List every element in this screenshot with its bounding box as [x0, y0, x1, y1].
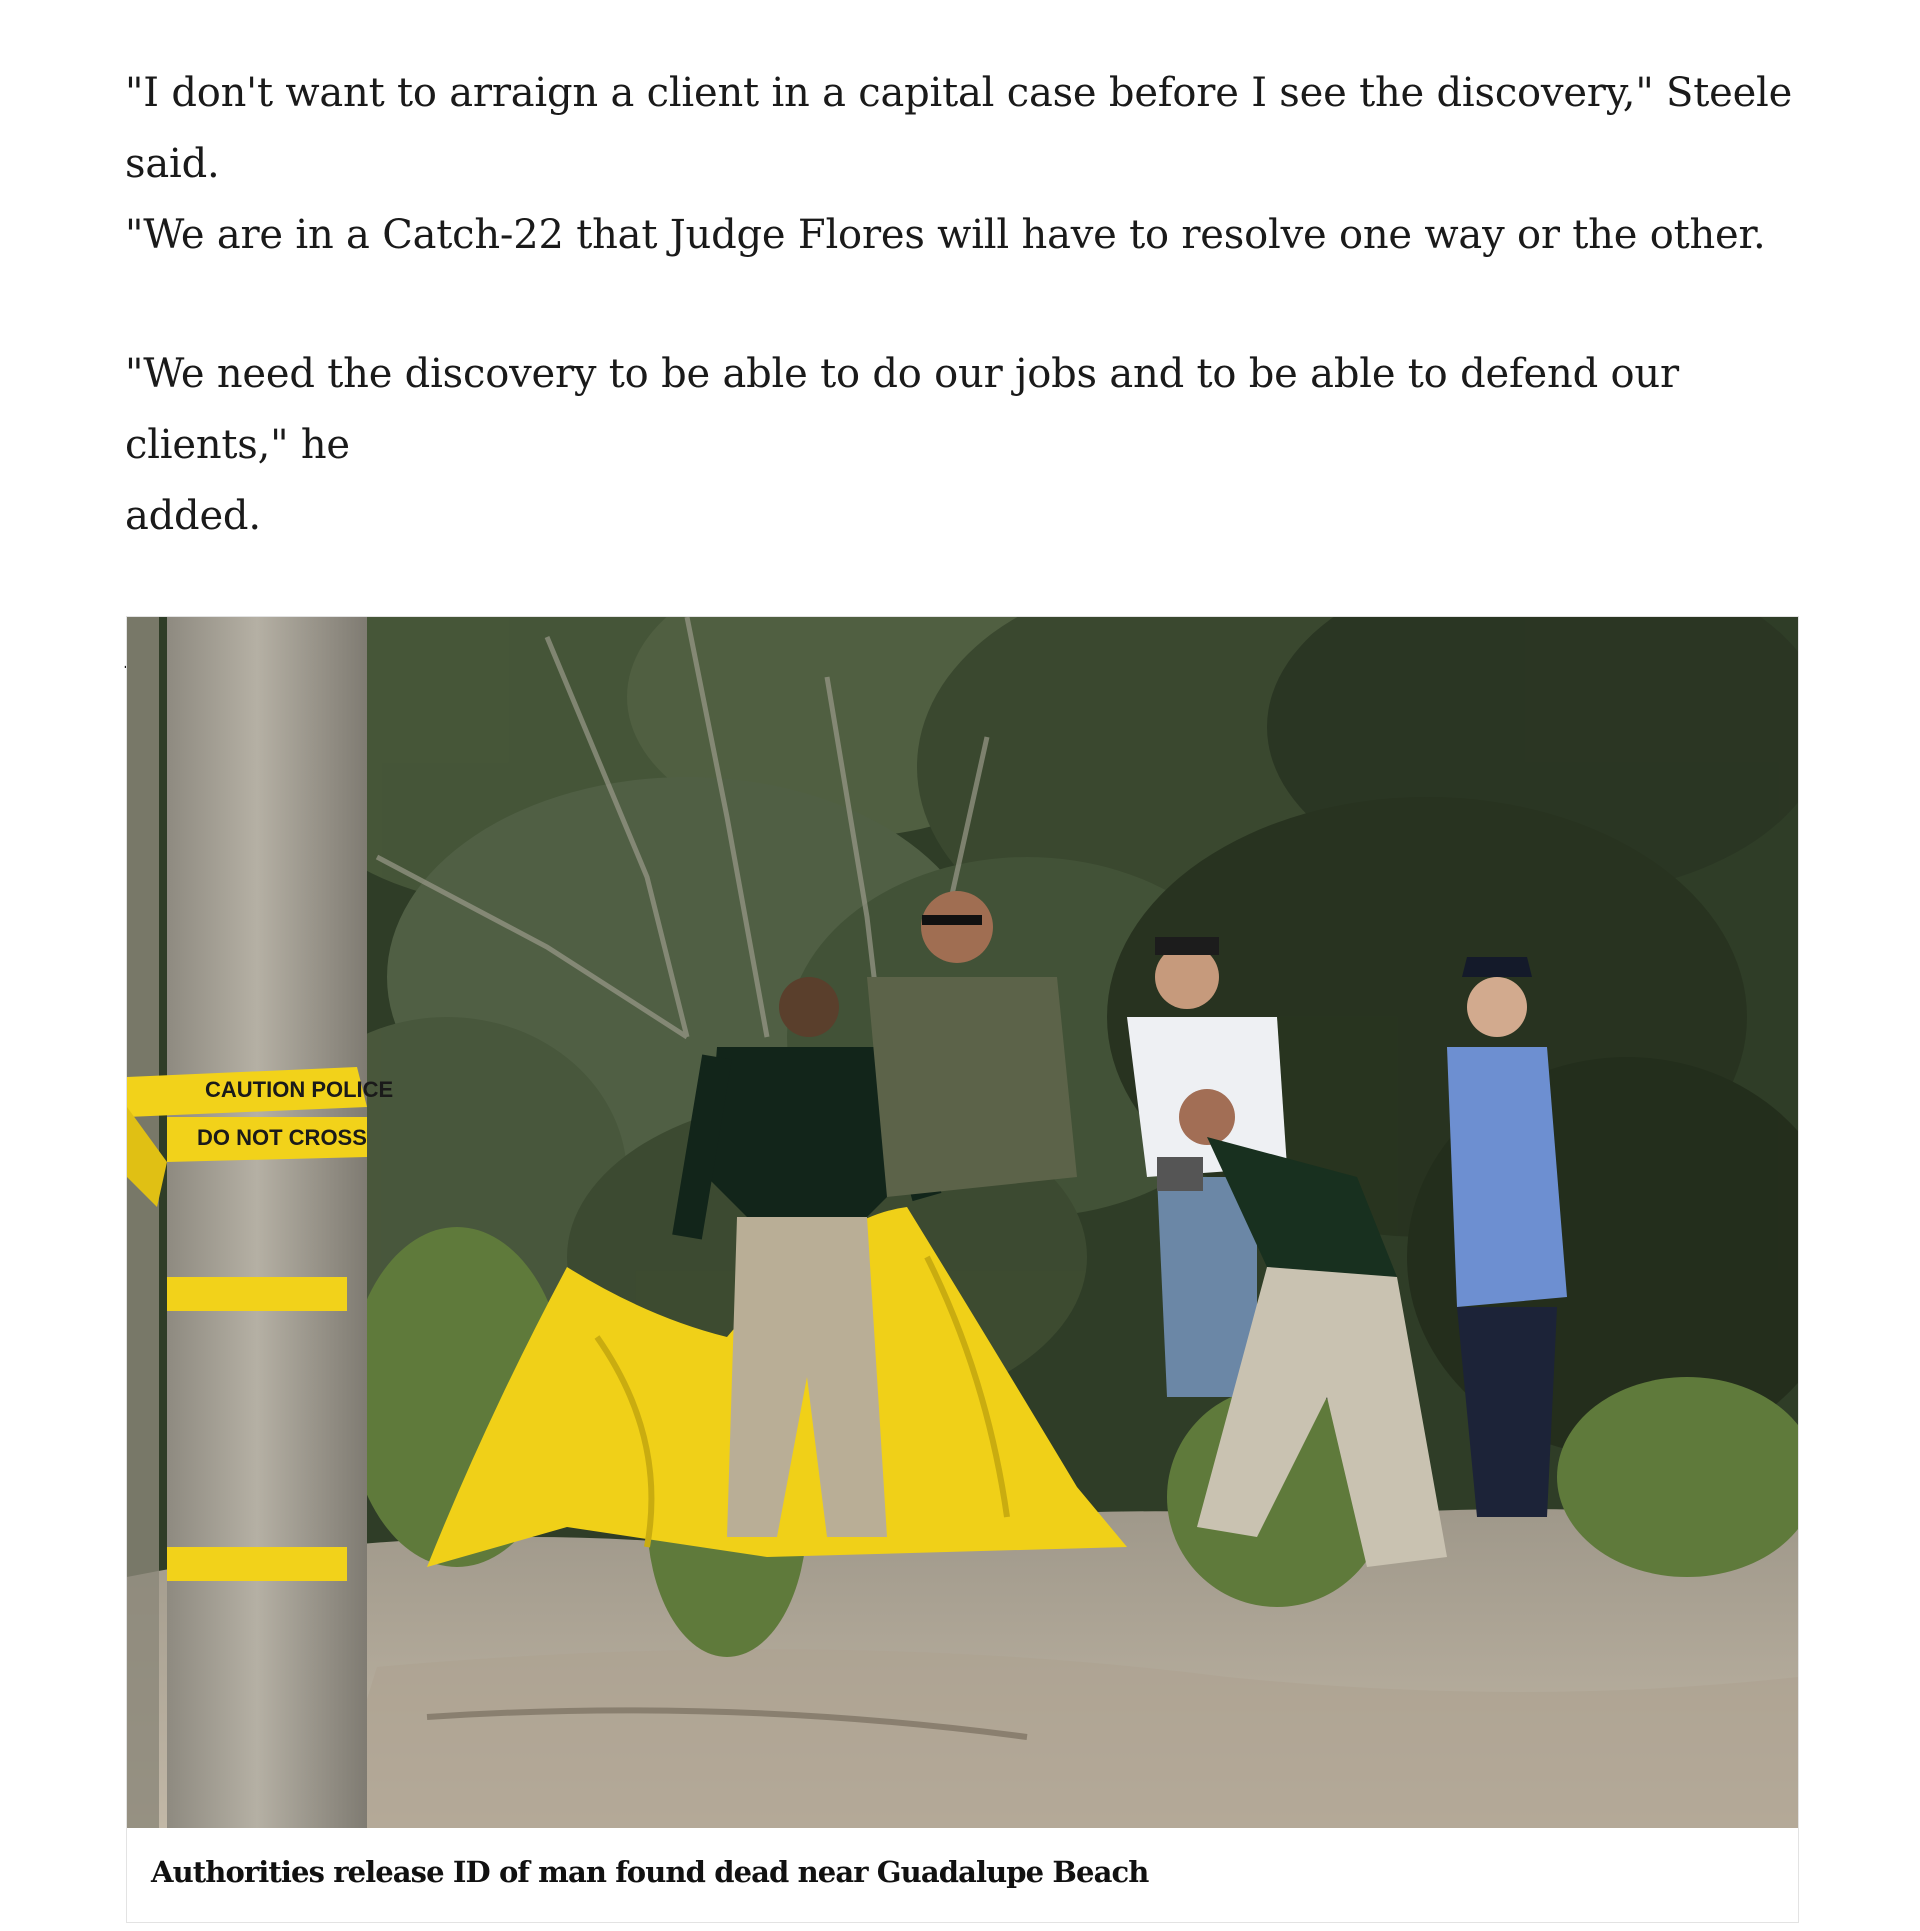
paragraph-line: "I don't want to arraign a client in a capital case before I see the discovery," Steele said. [125, 70, 1793, 187]
crime-scene-photo [127, 617, 1798, 1828]
paragraph-line: "We need the discovery to be able to do our jobs and to be able to defend our clients," he [125, 351, 1679, 468]
article-figure [126, 616, 1799, 1923]
tape-text: CAUTION POLICE [205, 1077, 394, 1102]
crime-scene-photo-illustration [127, 617, 1798, 1828]
paragraph-line: added. [125, 493, 261, 539]
tape-text: DO NOT CROSS [197, 1125, 367, 1150]
pole-marker [167, 1277, 347, 1311]
paragraph-line: "We are in a Catch-22 that Judge Flores will have to resolve one way or the other. [125, 212, 1766, 258]
utility-pole [167, 617, 367, 1828]
article-paragraph [125, 339, 1825, 552]
pole-marker [167, 1547, 347, 1581]
article-paragraph [125, 58, 1825, 271]
photo-caption: Authorities release ID of man found dead near Guadalupe Beach [151, 1855, 1149, 1889]
